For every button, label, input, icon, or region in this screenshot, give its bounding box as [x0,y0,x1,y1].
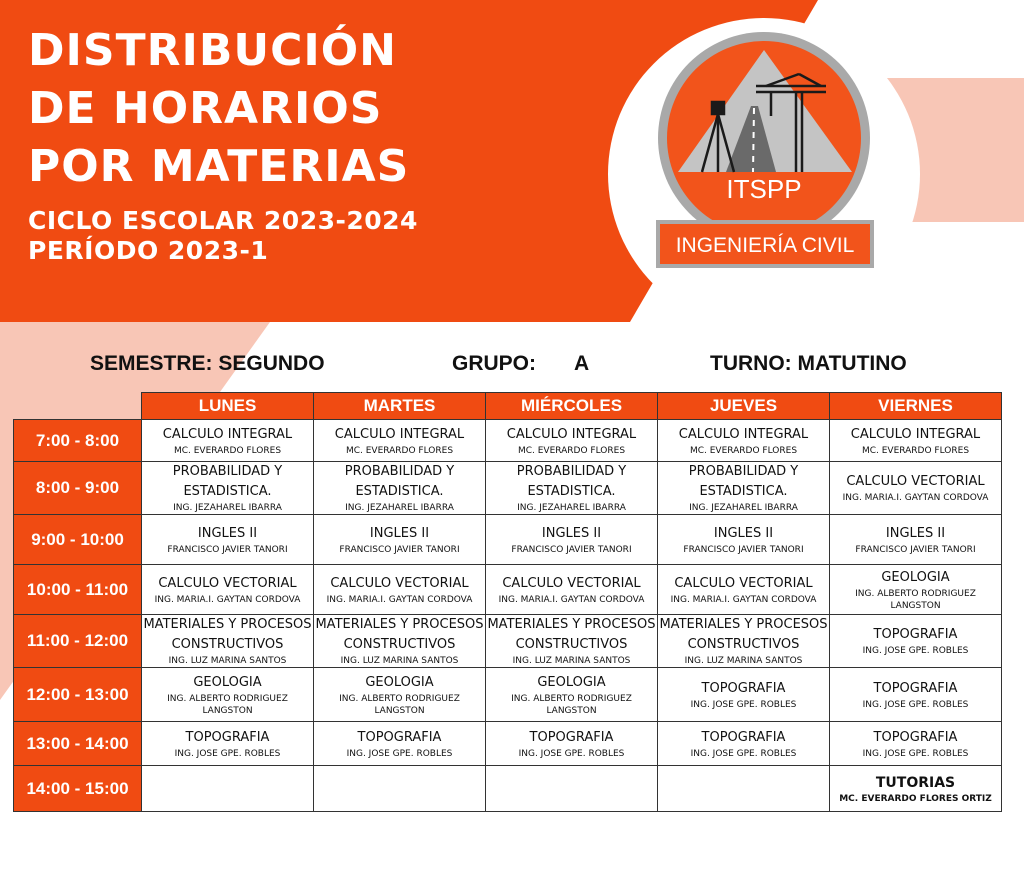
schedule-cell [142,565,314,615]
teacher-name: ING. JOSE GPE. ROBLES [174,748,281,759]
teacher-name: MC. EVERARDO FLORES [689,445,798,456]
time-slot: 14:00 - 15:00 [14,766,142,812]
schedule-cell [830,462,1002,515]
day-header: VIERNES [830,393,1002,420]
schedule-cell [658,565,830,615]
schedule-cell [658,462,830,515]
subject-name: PROBABILIDAD Y ESTADISTICA. [688,464,799,499]
schedule-cell [314,722,486,766]
schedule-cell [830,766,1002,812]
schedule-cell [142,462,314,515]
teacher-name: FRANCISCO JAVIER TANORI [511,544,632,555]
subject-name: INGLES II [713,525,774,541]
teacher-name: ING. ALBERTO RODRIGUEZ LANGSTON [511,693,632,716]
schedule-cell [830,420,1002,462]
day-header: JUEVES [658,393,830,420]
subject-name: MATERIALES Y PROCESOS CONSTRUCTIVOS [315,617,484,652]
teacher-name: ING. JOSE GPE. ROBLES [518,748,625,759]
teacher-name: FRANCISCO JAVIER TANORI [167,544,288,555]
day-header-row [14,393,1002,420]
teacher-name: ING. JOSE GPE. ROBLES [690,748,797,759]
subject-name: INGLES II [885,525,946,541]
schedule-cell [314,668,486,722]
schedule-cell [486,462,658,515]
subject-name: INGLES II [197,525,258,541]
teacher-name: ING. JEZAHAREL IBARRA [345,503,454,513]
subject-name: CALCULO VECTORIAL [158,575,297,591]
schedule-cell [314,420,486,462]
corner-cell [14,393,142,420]
teacher-name: ING. JOSE GPE. ROBLES [690,699,797,710]
schedule-cell [142,420,314,462]
schedule-cell [830,515,1002,565]
schedule-cell [142,515,314,565]
teacher-name: ING. ALBERTO RODRIGUEZ LANGSTON [339,693,460,716]
schedule-cell [486,615,658,668]
title-line-1: DISTRIBUCIÓN [28,25,398,76]
logo-career-label: INGENIERÍA CIVIL [675,234,855,257]
table-row [14,462,1002,515]
subject-name: CALCULO VECTORIAL [502,575,641,591]
time-slot: 8:00 - 9:00 [14,462,142,515]
schedule-cell [314,565,486,615]
schedule-cell [486,766,658,812]
shift-label: TURNO: MATUTINO [710,352,907,375]
schedule-cell [658,668,830,722]
subject-name: CALCULO INTEGRAL [506,426,637,442]
subject-name: CALCULO INTEGRAL [678,426,809,442]
schedule-cell [142,615,314,668]
teacher-name: MC. EVERARDO FLORES [861,445,970,456]
subject-name: TOPOGRAFIA [185,729,270,745]
subject-name: CALCULO INTEGRAL [162,426,293,442]
subject-name: CALCULO VECTORIAL [846,474,985,489]
schedule-cell [142,722,314,766]
time-slot: 9:00 - 10:00 [14,515,142,565]
subject-name: TOPOGRAFIA [873,680,958,696]
schedule-cell [658,615,830,668]
teacher-name: ING. JEZAHAREL IBARRA [517,503,626,513]
schedule-cell [142,766,314,812]
schedule-cell [486,565,658,615]
subject-name: MATERIALES Y PROCESOS CONSTRUCTIVOS [659,617,828,652]
teacher-name: ING. JEZAHAREL IBARRA [173,503,282,513]
teacher-name: ING. MARIA.I. GAYTAN CORDOVA [154,594,301,605]
schedule-cell [314,615,486,668]
table-row [14,766,1002,812]
day-header: MIÉRCOLES [486,393,658,420]
schedule-cell [486,722,658,766]
teacher-name: ING. MARIA.I. GAYTAN CORDOVA [670,594,817,605]
teacher-name: ING. LUZ MARINA SANTOS [512,656,631,666]
schedule-cell [658,420,830,462]
subject-name: PROBABILIDAD Y ESTADISTICA. [344,464,455,499]
table-row [14,722,1002,766]
time-slot: 13:00 - 14:00 [14,722,142,766]
schedule-cell [830,722,1002,766]
time-slot: 10:00 - 11:00 [14,565,142,615]
teacher-name: ING. ALBERTO RODRIGUEZ LANGSTON [167,693,288,716]
time-slot: 12:00 - 13:00 [14,668,142,722]
teacher-name: ING. ALBERTO RODRIGUEZ LANGSTON [855,588,976,611]
teacher-name: MC. EVERARDO FLORES [517,445,626,456]
subject-name: CALCULO VECTORIAL [330,575,469,591]
title-block [28,22,418,266]
teacher-name: ING. MARIA.I. GAYTAN CORDOVA [498,594,645,605]
subject-name: TOPOGRAFIA [357,729,442,745]
subject-name: TOPOGRAFIA [873,627,958,642]
day-header: MARTES [314,393,486,420]
teacher-name: FRANCISCO JAVIER TANORI [339,544,460,555]
schedule-cell [486,668,658,722]
teacher-name: ING. JEZAHAREL IBARRA [689,503,798,513]
schedule-cell [658,766,830,812]
schedule-cell [486,515,658,565]
schedule-cell [314,462,486,515]
teacher-name: MC. EVERARDO FLORES [345,445,454,456]
schedule-cell [142,668,314,722]
semester-label: SEMESTRE: SEGUNDO [90,352,325,375]
table-row [14,668,1002,722]
teacher-name: MC. EVERARDO FLORES ORTIZ [839,793,992,804]
schedule-cell [658,722,830,766]
day-header: LUNES [142,393,314,420]
subject-name: GEOLOGIA [193,674,262,690]
subject-name: GEOLOGIA [365,674,434,690]
title-line-3: POR MATERIAS [28,141,410,192]
time-slot: 11:00 - 12:00 [14,615,142,668]
teacher-name: ING. JOSE GPE. ROBLES [862,646,969,656]
subject-name: CALCULO INTEGRAL [334,426,465,442]
itspp-logo [606,16,926,336]
subject-name: PROBABILIDAD Y ESTADISTICA. [516,464,627,499]
table-row [14,615,1002,668]
teacher-name: ING. LUZ MARINA SANTOS [168,656,287,666]
subject-name: CALCULO VECTORIAL [674,575,813,591]
teacher-name: ING. JOSE GPE. ROBLES [346,748,453,759]
schedule-table [13,392,1002,812]
subject-name: GEOLOGIA [537,674,606,690]
subject-name: TOPOGRAFIA [701,680,786,696]
teacher-name: FRANCISCO JAVIER TANORI [855,544,976,555]
teacher-name: ING. LUZ MARINA SANTOS [684,656,803,666]
teacher-name: ING. LUZ MARINA SANTOS [340,656,459,666]
subject-name: MATERIALES Y PROCESOS CONSTRUCTIVOS [487,617,656,652]
group-value: A [574,352,590,375]
schedule-cell [658,515,830,565]
school-cycle: CICLO ESCOLAR 2023-2024 [28,206,418,235]
logo-acronym: ITSPP [726,174,802,204]
schedule-cell [314,766,486,812]
subject-name: MATERIALES Y PROCESOS CONSTRUCTIVOS [143,617,312,652]
table-row [14,420,1002,462]
subject-name: PROBABILIDAD Y ESTADISTICA. [172,464,283,499]
schedule-cell [314,515,486,565]
schedule-cell [830,668,1002,722]
school-period: PERÍODO 2023-1 [28,236,269,265]
schedule-cell [830,565,1002,615]
table-row [14,565,1002,615]
group-info-row [0,352,1024,380]
subject-name: GEOLOGIA [881,569,950,585]
title-line-2: DE HORARIOS [28,83,383,134]
subject-name: CALCULO INTEGRAL [850,426,981,442]
subject-name: TOPOGRAFIA [529,729,614,745]
teacher-name: ING. JOSE GPE. ROBLES [862,699,969,710]
group-label: GRUPO: [452,352,536,375]
subject-name: INGLES II [369,525,430,541]
subject-name: TOPOGRAFIA [701,729,786,745]
time-slot: 7:00 - 8:00 [14,420,142,462]
subject-name: TOPOGRAFIA [873,729,958,745]
schedule-cell [830,615,1002,668]
subject-name: INGLES II [541,525,602,541]
teacher-name: ING. JOSE GPE. ROBLES [862,748,969,759]
table-row [14,515,1002,565]
schedule-cell [486,420,658,462]
subject-name: TUTORIAS [875,774,956,791]
schedule-body [14,420,1002,812]
teacher-name: ING. MARIA.I. GAYTAN CORDOVA [326,594,473,605]
teacher-name: MC. EVERARDO FLORES [173,445,282,456]
teacher-name: FRANCISCO JAVIER TANORI [683,544,804,555]
teacher-name: ING. MARIA.I. GAYTAN CORDOVA [842,493,989,503]
